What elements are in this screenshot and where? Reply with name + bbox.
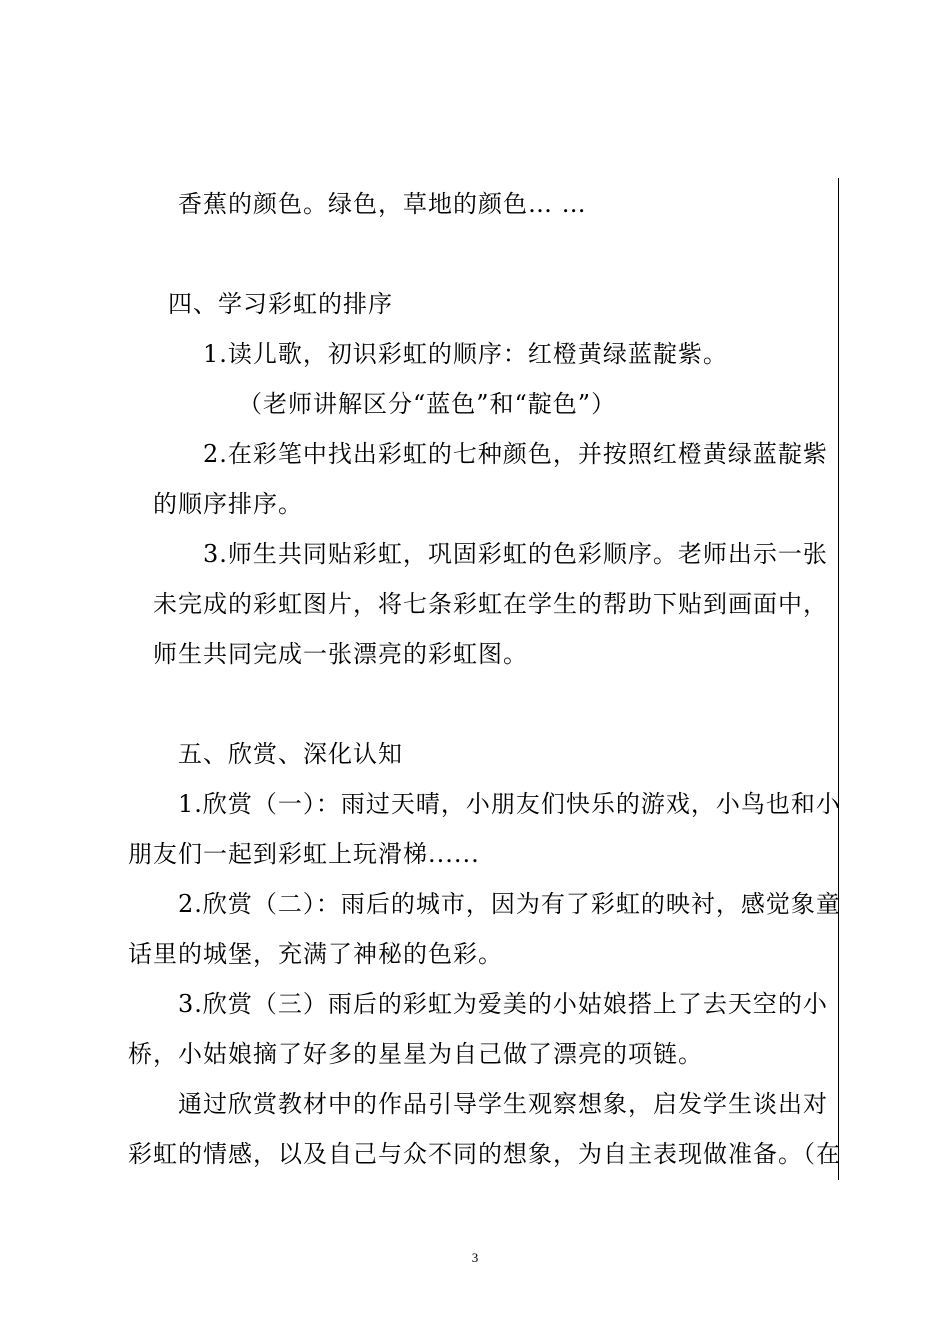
text-line: 香蕉的颜色。绿色，草地的颜色… … bbox=[178, 190, 587, 218]
text-line: 未完成的彩虹图片，将七条彩虹在学生的帮助下贴到画面中， bbox=[153, 590, 828, 618]
text-line: 通过欣赏教材中的作品引导学生观察想象，启发学生谈出对 bbox=[178, 1090, 828, 1118]
section-heading: 四、学习彩虹的排序 bbox=[168, 290, 393, 318]
text-line: （老师讲解区分“蓝色”和“靛色”） bbox=[238, 390, 617, 418]
text-line: 话里的城堡，充满了神秘的色彩。 bbox=[128, 940, 503, 968]
text-line: 彩虹的情感，以及自己与众不同的想象，为自主表现做准备。（在 bbox=[128, 1140, 841, 1168]
text-line: 桥，小姑娘摘了好多的星星为自己做了漂亮的项链。 bbox=[128, 1040, 703, 1068]
text-line: 3.欣赏（三）雨后的彩虹为爱美的小姑娘搭上了去天空的小 bbox=[178, 990, 828, 1018]
text-line: 1.欣赏（一）：雨过天晴，小朋友们快乐的游戏，小鸟也和小 bbox=[178, 790, 841, 818]
text-line: 的顺序排序。 bbox=[153, 490, 303, 518]
table-right-border bbox=[838, 178, 839, 1180]
text-line: 师生共同完成一张漂亮的彩虹图。 bbox=[153, 640, 528, 668]
text-line: 3.师生共同贴彩虹，巩固彩虹的色彩顺序。老师出示一张 bbox=[203, 540, 828, 568]
text-line: 2.在彩笔中找出彩虹的七种颜色，并按照红橙黄绿蓝靛紫 bbox=[203, 440, 828, 468]
text-line: 朋友们一起到彩虹上玩滑梯...... bbox=[128, 840, 480, 868]
text-line: 2.欣赏（二）：雨后的城市，因为有了彩虹的映衬，感觉象童 bbox=[178, 890, 841, 918]
text-line: 1.读儿歌，初识彩虹的顺序：红橙黄绿蓝靛紫。 bbox=[203, 340, 728, 368]
section-heading: 五、欣赏、深化认知 bbox=[178, 740, 403, 768]
page-number: 3 bbox=[471, 1250, 479, 1265]
